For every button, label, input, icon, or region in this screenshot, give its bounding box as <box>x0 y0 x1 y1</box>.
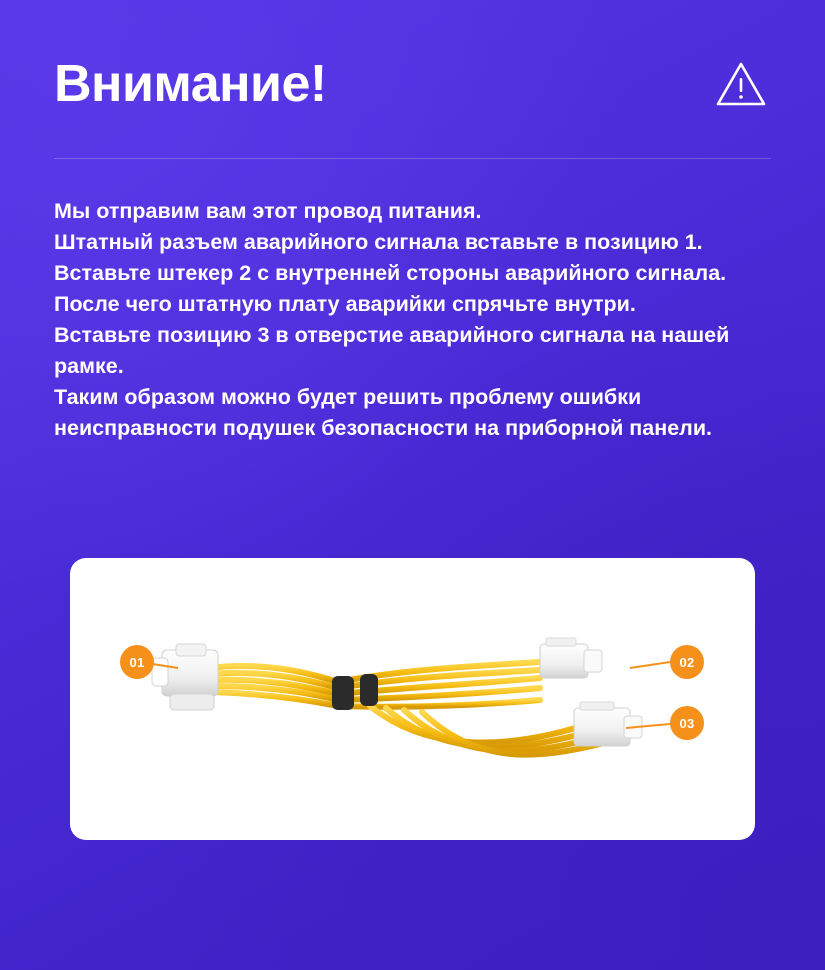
tape-wrap-left <box>332 676 354 710</box>
page-footer-space <box>0 852 825 970</box>
page-header <box>54 48 771 120</box>
notice-line-2: Штатный разъем аварийного сигнала вставьте в позицию 1. <box>54 229 703 254</box>
connector-02-body <box>540 638 602 678</box>
notice-line-4: Вставьте позицию 3 в отверстие аварийного сигнала на нашей рамке. <box>54 322 730 378</box>
notice-body <box>54 196 744 444</box>
tape-wrap-right <box>360 674 378 706</box>
cable-illustration <box>70 558 755 840</box>
notice-line-5: Таким образом можно будет решить проблему ошибки неисправности подушек безопасности на приборной панели. <box>54 384 713 440</box>
callout-badge-01: 01 <box>120 645 154 679</box>
cable-harness-graphic <box>70 558 755 840</box>
product-photo-card <box>70 558 755 840</box>
callout-badge-02: 02 <box>670 645 704 679</box>
callout-02-leader <box>630 662 670 668</box>
callout-badge-03: 03 <box>670 706 704 740</box>
notice-line-1: Мы отправим вам этот провод питания. <box>54 199 482 223</box>
connector-03-body <box>574 702 642 746</box>
page-title: Внимание! <box>54 55 327 113</box>
header-divider <box>54 158 771 159</box>
warning-triangle-icon <box>715 58 767 110</box>
connector-01-body <box>152 644 218 710</box>
notice-line-3: Вставьте штекер 2 с внутренней стороны аварийного сигнала. После чего штатную плату аварийки спрячьте внутри. <box>54 260 727 316</box>
